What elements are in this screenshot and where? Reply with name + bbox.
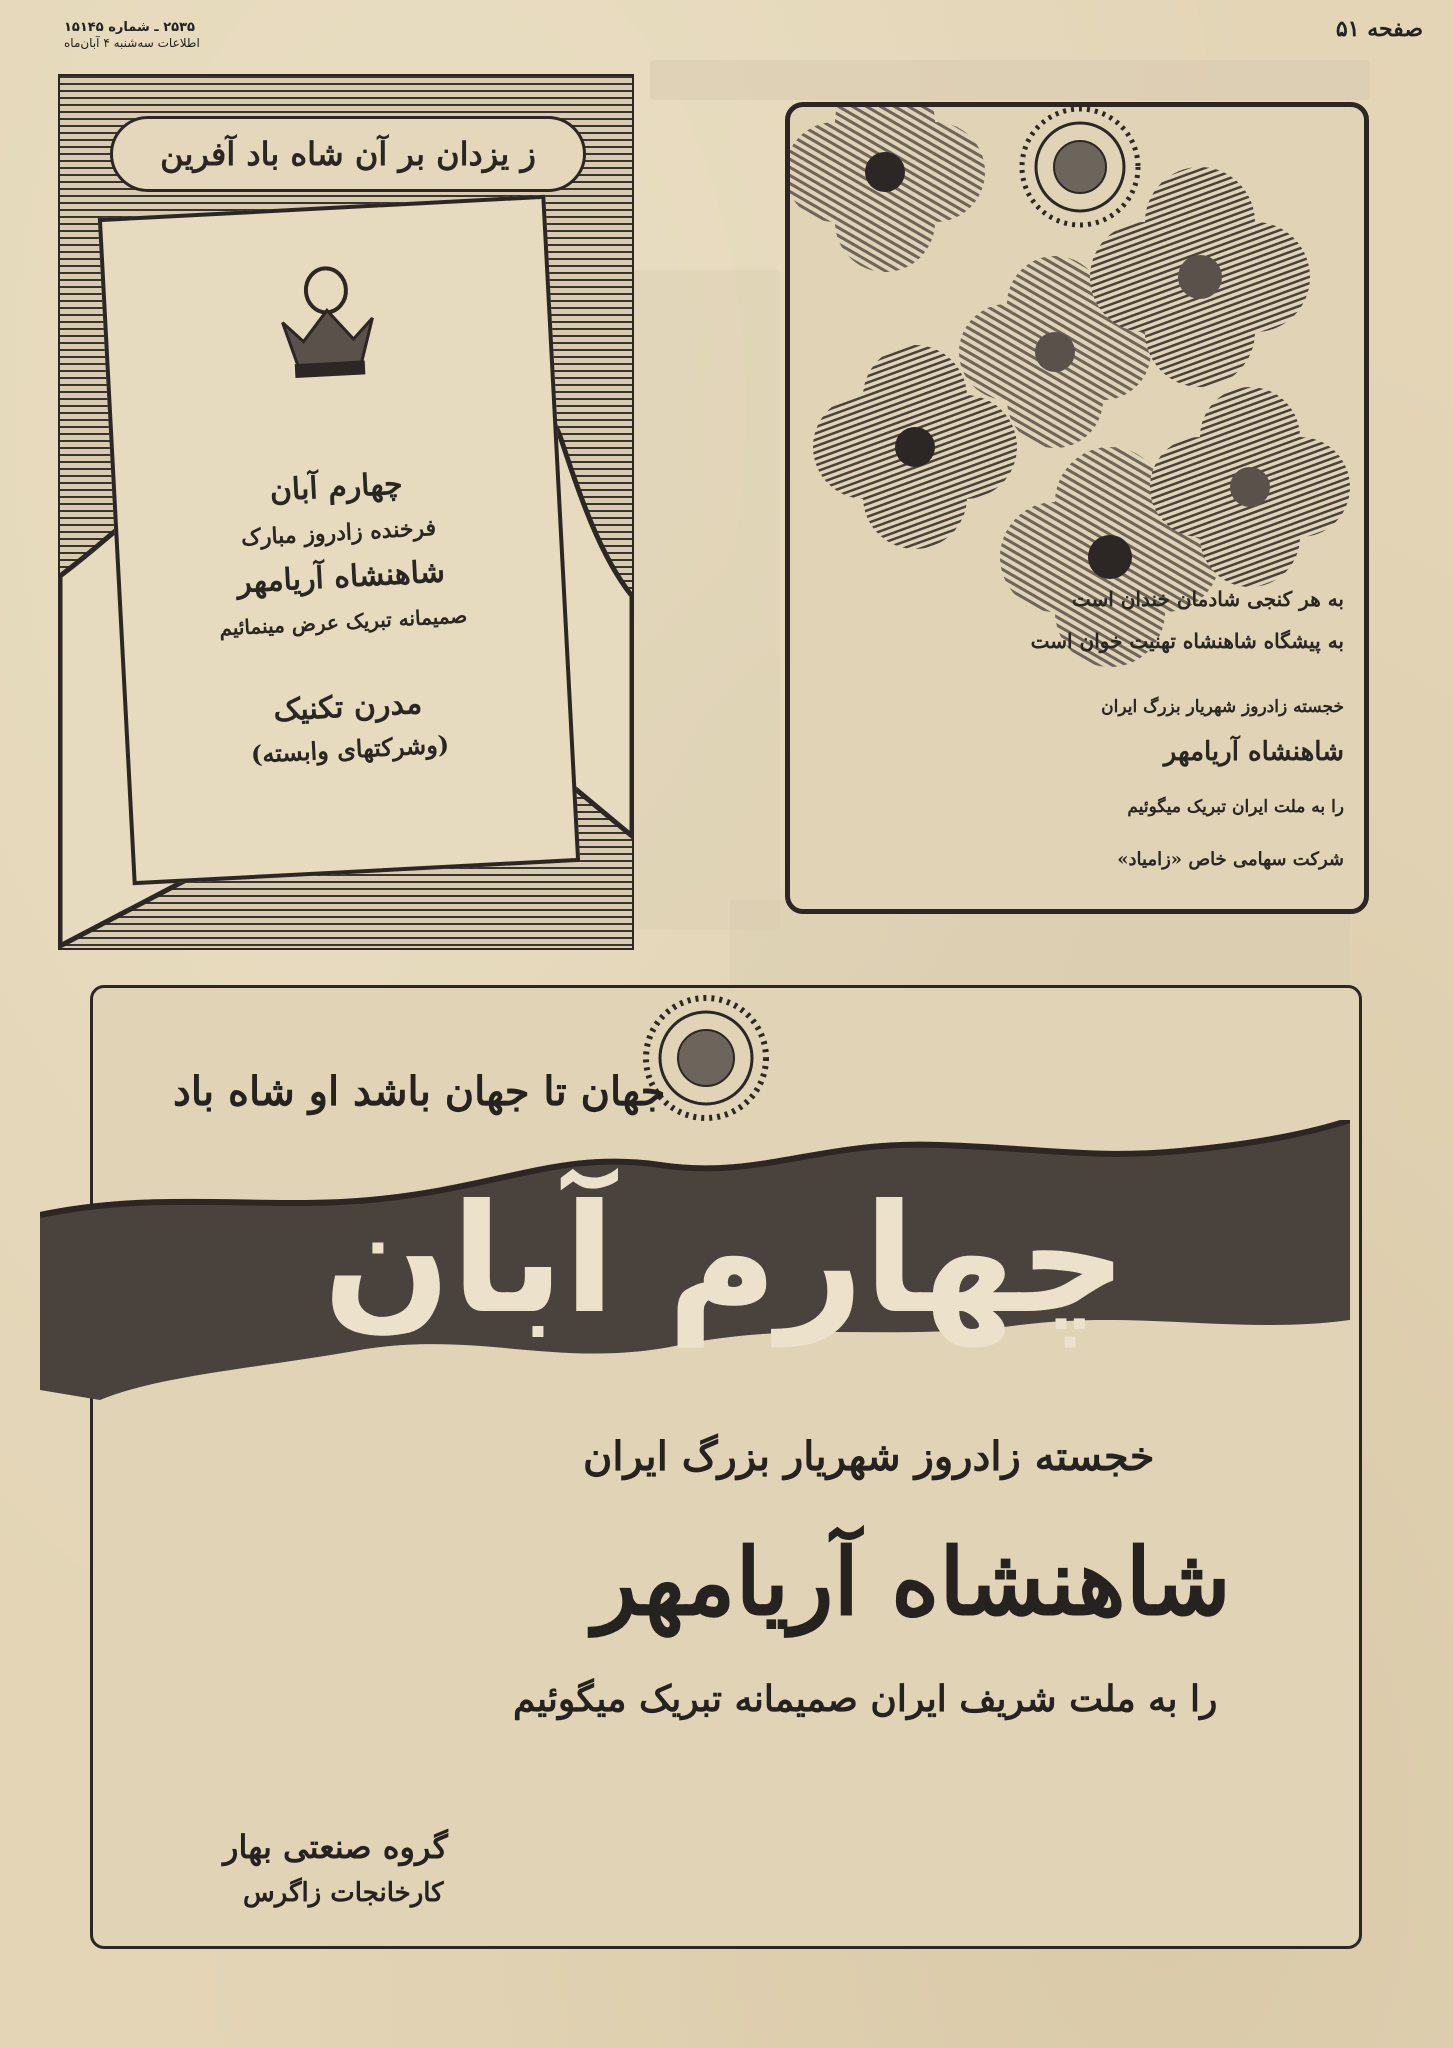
company-name: گروه صنعتی بهار <box>223 1828 448 1866</box>
flower <box>790 107 985 272</box>
ad-text: به پیشگاه شاهنشاه تهنیت خوان است <box>1030 629 1344 653</box>
company-name: مدرن تکنیک <box>272 685 423 729</box>
ad-text: شاهنشاه آریامهر <box>236 554 446 601</box>
ad-heading: شاهنشاه آریامهر <box>593 1528 1231 1636</box>
company-subtitle: (وشرکتهای وابسته) <box>250 729 450 769</box>
ad-heading: شاهنشاه آریامهر <box>1163 737 1344 767</box>
ad-text: را به ملت شریف ایران صمیمانه تبریک میگوئیم <box>513 1678 1218 1720</box>
issue-number: ۲۵۳۵ ـ شماره ۱۵۱۴۵ <box>64 20 195 35</box>
company-subtitle: کارخانجات زاگرس <box>243 1878 444 1908</box>
big-headline: چهارم آبان <box>322 1173 1128 1347</box>
company-name: شرکت سهامی خاص «زامیاد» <box>1117 849 1344 870</box>
ad-text: را به ملت ایران تبریک میگوئیم <box>1127 797 1344 817</box>
ad-text: صمیمانه تبریک عرض مینمائیم <box>218 603 468 641</box>
page-number: صفحه ۵۱ <box>1335 16 1423 42</box>
advertisement-zamyad <box>785 102 1369 914</box>
certificate-sheet <box>98 195 580 886</box>
ad-text: به هر کنجی شادمان خندان است <box>1071 587 1344 611</box>
emblem-icon <box>1022 109 1138 225</box>
flowers-illustration <box>790 107 1364 667</box>
faded-print-area <box>650 60 1370 100</box>
ad-text: خجسته زادروز شهریار بزرگ ایران <box>1101 697 1344 717</box>
crown-icon <box>264 247 391 383</box>
ad-motto: جهان تا جهان باشد او شاه باد <box>173 1068 666 1115</box>
ad-text: خجسته زادروز شهریار بزرگ ایران <box>583 1433 1155 1480</box>
date-line: اطلاعات سه‌شنبه ۴ آبان‌ماه <box>64 36 200 50</box>
ad-text: فرخنده زادروز مبارک <box>240 514 437 552</box>
ad-heading: چهارم آبان <box>268 466 404 509</box>
advertisement-modern-technique <box>58 74 634 950</box>
ad-motto: ز یزدان بر آن شاه باد آفرین <box>110 116 586 192</box>
